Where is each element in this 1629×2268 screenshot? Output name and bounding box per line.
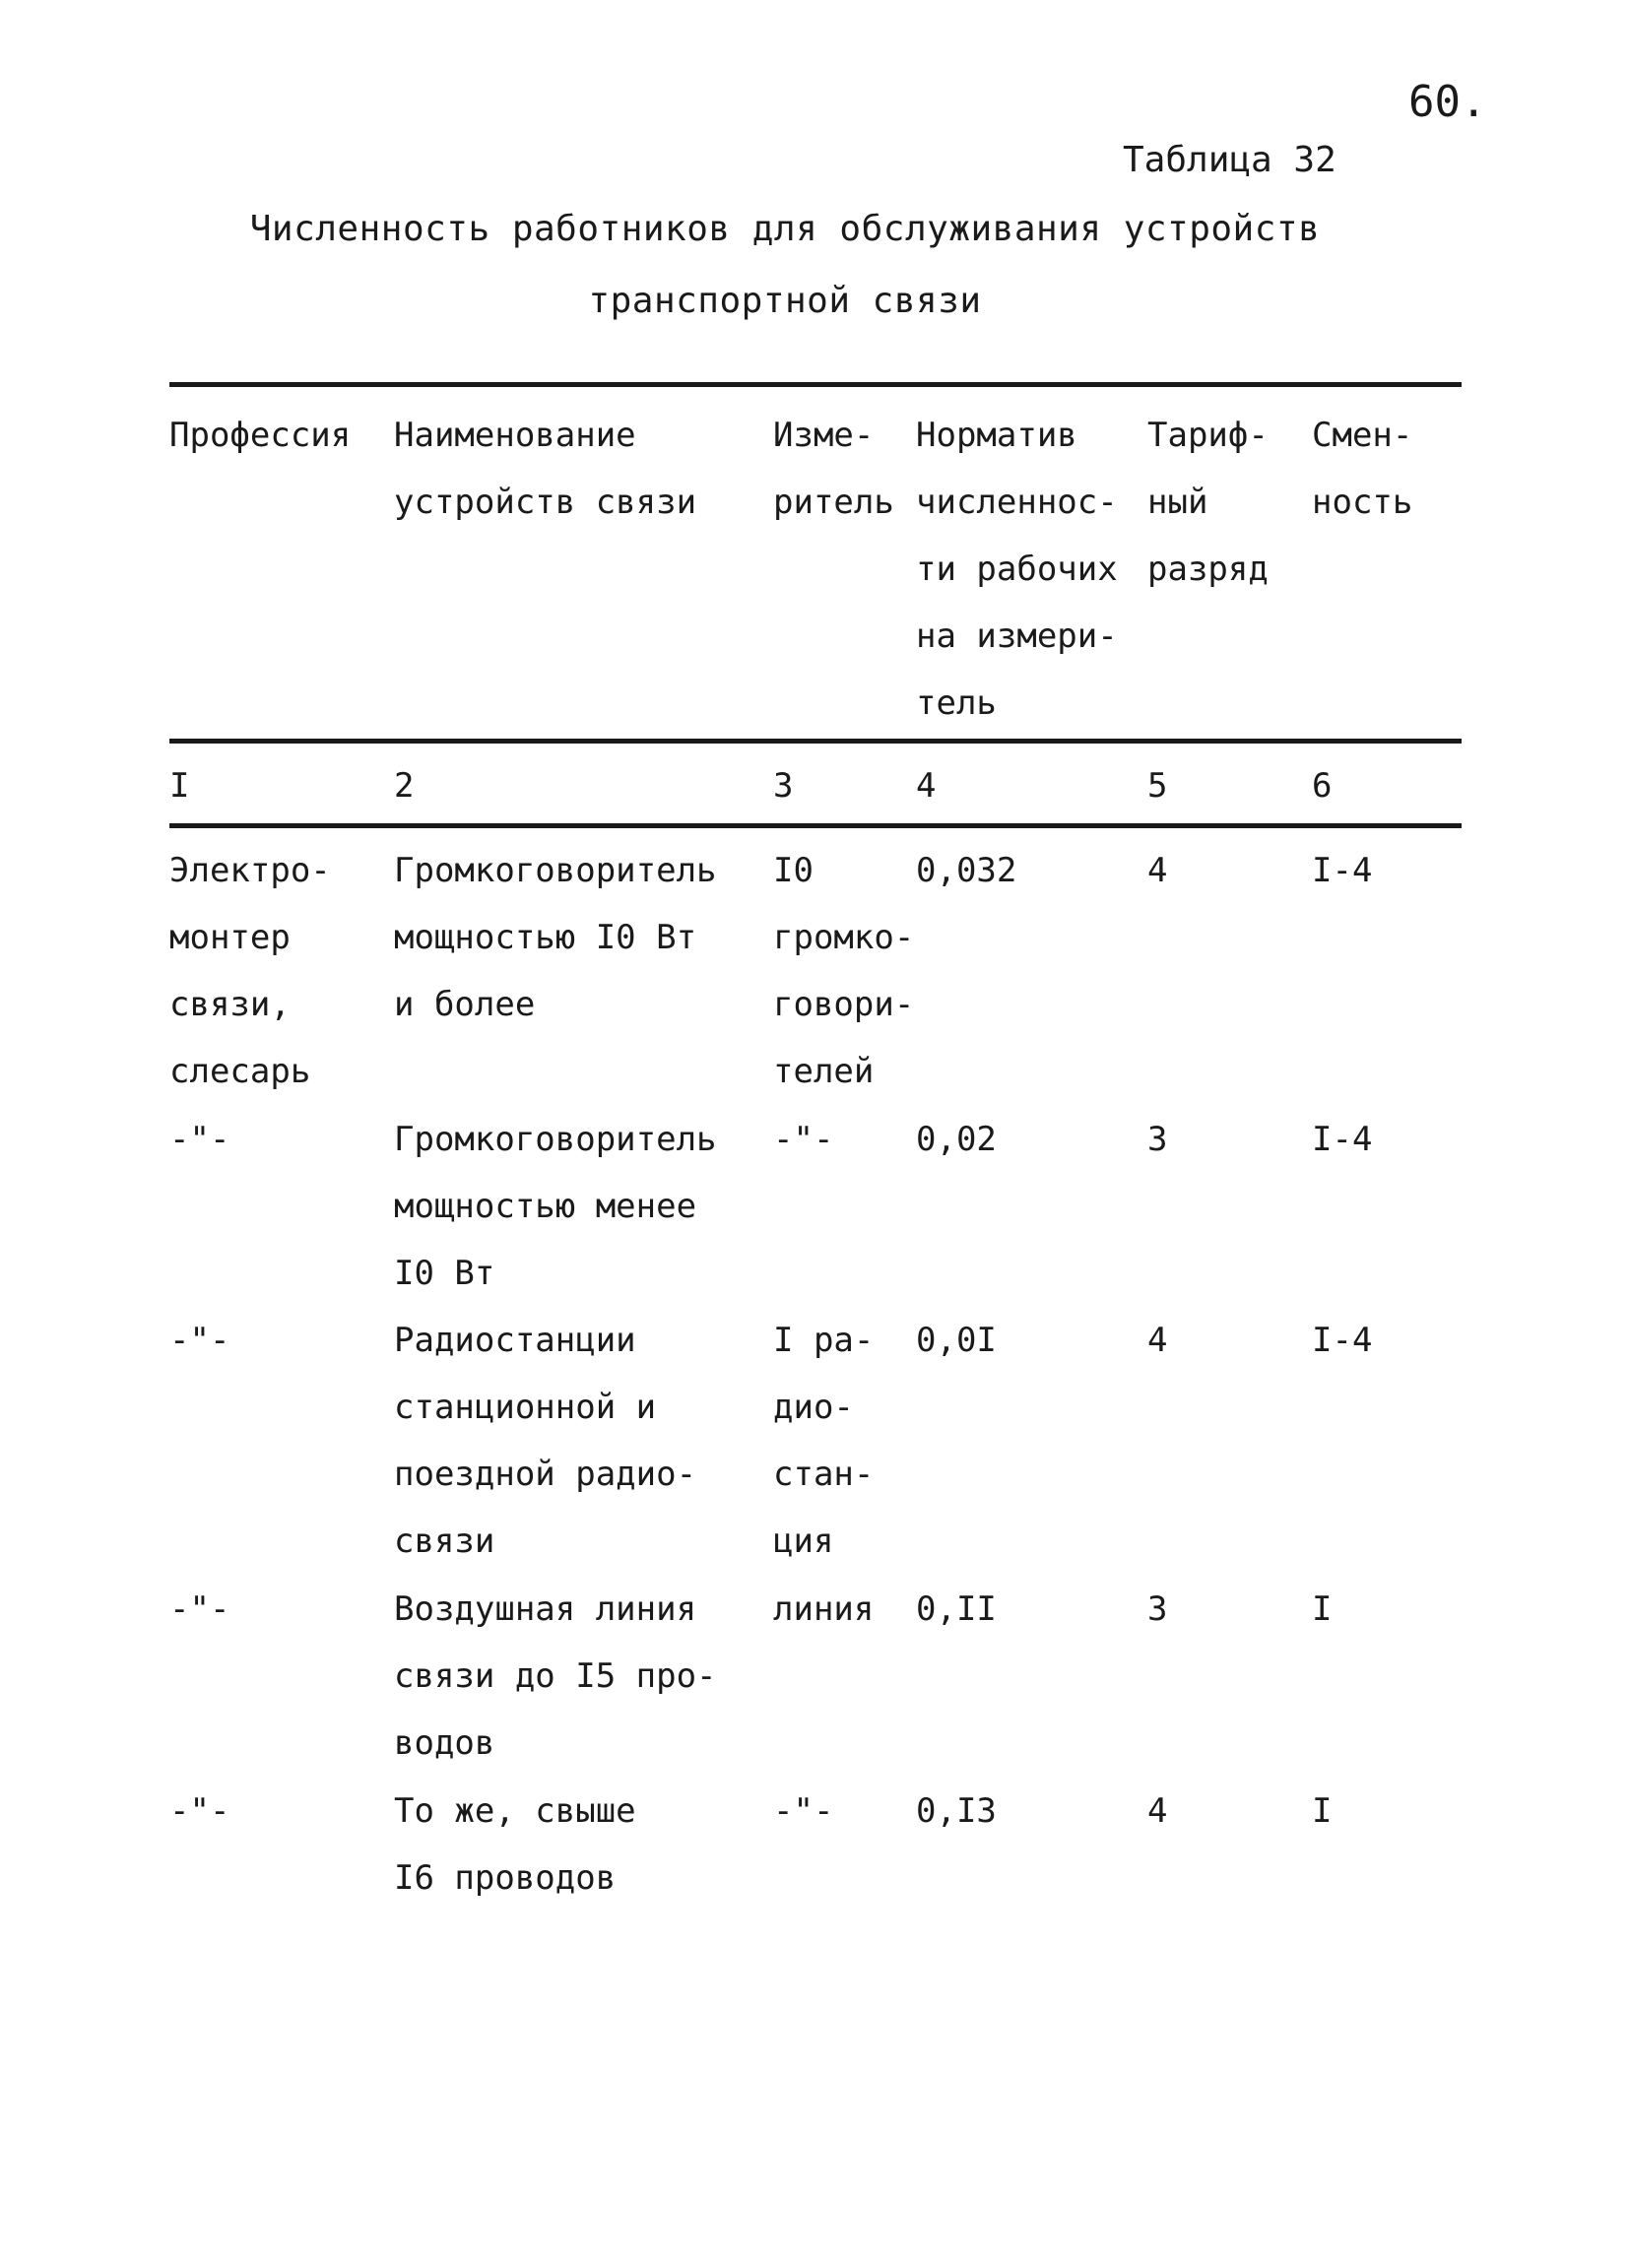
column-number-6: 6 (1312, 766, 1333, 806)
column-number-2: 2 (394, 766, 415, 806)
header-device-name: Наименование устройств связи (394, 416, 697, 522)
table-row-3-profession: -"- (169, 1321, 230, 1360)
table-row-2-profession: -"- (169, 1120, 230, 1159)
table-row-3-norm: 0,0I (916, 1321, 997, 1360)
header-unit: Изме- ритель (773, 416, 894, 522)
table-row-2-grade: 3 (1147, 1120, 1168, 1159)
column-number-4: 4 (916, 766, 937, 806)
numbers-bottom-rule (169, 823, 1462, 828)
table-row-2-shift: I-4 (1312, 1120, 1373, 1159)
table-row-3-shift: I-4 (1312, 1321, 1373, 1360)
table-row-2-unit: -"- (773, 1120, 834, 1159)
table-row-1-profession: Электро- монтер связи, слесарь (169, 851, 331, 1091)
table-row-4-grade: 3 (1147, 1589, 1168, 1629)
table-label: Таблица 32 (1123, 140, 1336, 180)
table-row-5-grade: 4 (1147, 1791, 1168, 1831)
table-row-1-unit: I0 громко- говори- телей (773, 851, 915, 1091)
header-shift: Смен- ность (1312, 416, 1413, 522)
table-row-4-shift: I (1312, 1589, 1333, 1629)
column-number-1: I (169, 766, 190, 806)
table-row-5-norm: 0,I3 (916, 1791, 997, 1831)
table-row-3-unit: I ра- дио- стан- ция (773, 1321, 875, 1561)
table-row-4-unit: линия (773, 1589, 875, 1629)
table-row-4-device: Воздушная линия связи до I5 про- водов (394, 1589, 717, 1763)
table-row-1-shift: I-4 (1312, 851, 1373, 890)
column-number-3: 3 (773, 766, 794, 806)
table-top-rule (169, 382, 1462, 387)
table-row-3-device: Радиостанции станционной и поездной радио- связи (394, 1321, 697, 1561)
table-row-3-grade: 4 (1147, 1321, 1168, 1360)
table-row-1-device: Громкоговоритель мощностью I0 Вт и более (394, 851, 717, 1024)
header-bottom-rule (169, 739, 1462, 744)
table-row-4-norm: 0,II (916, 1589, 997, 1629)
table-row-5-device: То же, свыше I6 проводов (394, 1791, 636, 1898)
table-row-1-grade: 4 (1147, 851, 1168, 890)
page-number: 60. (1408, 77, 1487, 127)
table-row-2-device: Громкоговоритель мощностью менее I0 Вт (394, 1120, 717, 1293)
table-row-1-norm: 0,032 (916, 851, 1017, 890)
column-number-5: 5 (1147, 766, 1168, 806)
header-norm: Норматив численнос- ти рабочих на измери- тель (916, 416, 1118, 723)
table-row-2-norm: 0,02 (916, 1120, 997, 1159)
table-title-line-2: транспортной связи (588, 281, 982, 321)
table-row-5-profession: -"- (169, 1791, 230, 1831)
table-row-4-profession: -"- (169, 1589, 230, 1629)
header-grade: Тариф- ный разряд (1147, 416, 1269, 589)
table-row-5-shift: I (1312, 1791, 1333, 1831)
table-row-5-unit: -"- (773, 1791, 834, 1831)
header-profession: Профессия (169, 416, 352, 455)
table-title-line-1: Численность работников для обслуживания устройств (249, 209, 1321, 249)
